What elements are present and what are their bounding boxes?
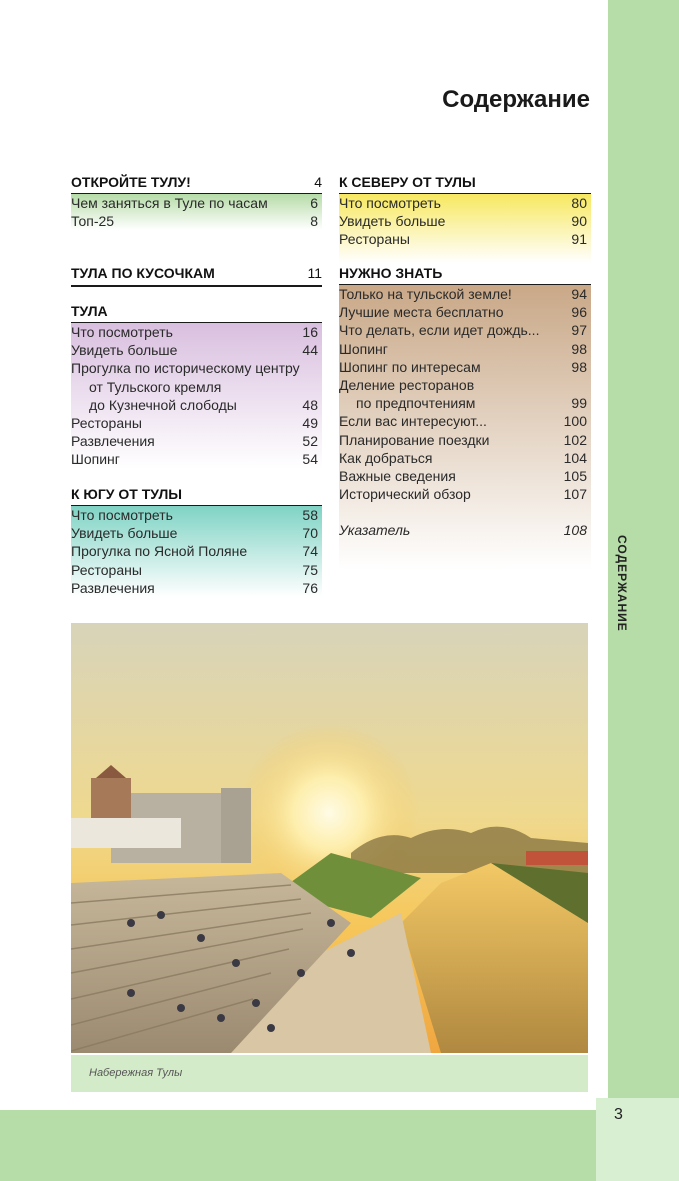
toc-entry[interactable]: Развлечения 76 [71, 579, 318, 596]
toc-entry[interactable]: Топ-25 8 [71, 213, 318, 230]
toc-entry[interactable]: Планирование поездки 102 [339, 431, 587, 448]
section-heading[interactable]: ТУЛА [71, 303, 108, 319]
toc-entry[interactable]: Шопинг 98 [339, 340, 587, 357]
toc-entry[interactable]: Как добраться 104 [339, 449, 587, 466]
toc-entry[interactable]: Лучшие места бесплатно 96 [339, 304, 587, 321]
toc-entry[interactable]: Что посмотреть 16 [71, 324, 318, 340]
page-number-box [596, 1098, 679, 1181]
page-title: Содержание [442, 86, 590, 113]
toc-entry[interactable]: Прогулка по Ясной Поляне 74 [71, 543, 318, 560]
section-heading[interactable]: К СЕВЕРУ ОТ ТУЛЫ [339, 174, 476, 190]
page-number: 3 [614, 1106, 623, 1123]
toc-entry[interactable]: Увидеть больше 70 [71, 525, 318, 542]
toc-entry-continued[interactable]: по предпочтениям 99 [356, 395, 587, 412]
section-tula [71, 302, 322, 469]
section-tula-pieces [71, 264, 322, 287]
photo-embankment [71, 623, 588, 1053]
photo-illustration [71, 623, 588, 1053]
section-north [339, 173, 591, 263]
toc-entry[interactable]: Рестораны 91 [339, 231, 587, 248]
toc-entry[interactable]: Исторический обзор 107 [339, 486, 587, 503]
toc-entry[interactable]: Важные сведения 105 [339, 468, 587, 485]
divider [71, 285, 322, 287]
toc-entry[interactable]: Развлечения 52 [71, 433, 318, 450]
toc-entry-continued[interactable]: до Кузнечной слободы 48 [89, 396, 318, 413]
toc-entry[interactable]: Увидеть больше 90 [339, 213, 587, 230]
toc-entry[interactable]: Рестораны 49 [71, 415, 318, 432]
caption-bar [71, 1055, 588, 1092]
toc-entry[interactable]: Если вас интересуют... 100 [339, 413, 587, 430]
toc-entry[interactable]: Чем заняться в Туле по часам 6 [71, 195, 318, 211]
toc-entry-index[interactable]: Указатель 108 [339, 522, 587, 539]
toc-entry[interactable]: Что делать, если идет дождь... 97 [339, 322, 587, 339]
toc-entry[interactable]: Деление ресторанов [339, 377, 475, 394]
section-heading[interactable]: К ЮГУ ОТ ТУЛЫ [71, 486, 182, 502]
section-south [71, 485, 322, 597]
toc-entry[interactable]: Шопинг по интересам 98 [339, 358, 587, 375]
section-heading[interactable]: НУЖНО ЗНАТЬ [339, 265, 443, 281]
toc-entry[interactable]: Что посмотреть 80 [339, 195, 587, 211]
photo-caption: Набережная Тулы [89, 1067, 183, 1079]
section-heading[interactable]: ОТКРОЙТЕ ТУЛУ! 4 [71, 174, 322, 190]
section-heading[interactable]: ТУЛА ПО КУСОЧКАМ 11 [71, 265, 322, 281]
side-section-label: СОДЕРЖАНИЕ [615, 535, 629, 632]
toc-entry[interactable]: Прогулка по историческому центру [71, 360, 300, 377]
toc-entry[interactable]: Увидеть больше 44 [71, 342, 318, 359]
bottom-band [0, 1110, 679, 1181]
section-need-to-know [339, 264, 591, 570]
toc-entry[interactable]: Только на тульской земле! 94 [339, 286, 587, 302]
toc-entry-continued[interactable]: от Тульского кремля [89, 378, 222, 395]
toc-entry[interactable]: Шопинг 54 [71, 451, 318, 468]
toc-entry[interactable]: Рестораны 75 [71, 561, 318, 578]
toc-entry[interactable]: Что посмотреть 58 [71, 507, 318, 523]
section-open-tula [71, 173, 322, 230]
